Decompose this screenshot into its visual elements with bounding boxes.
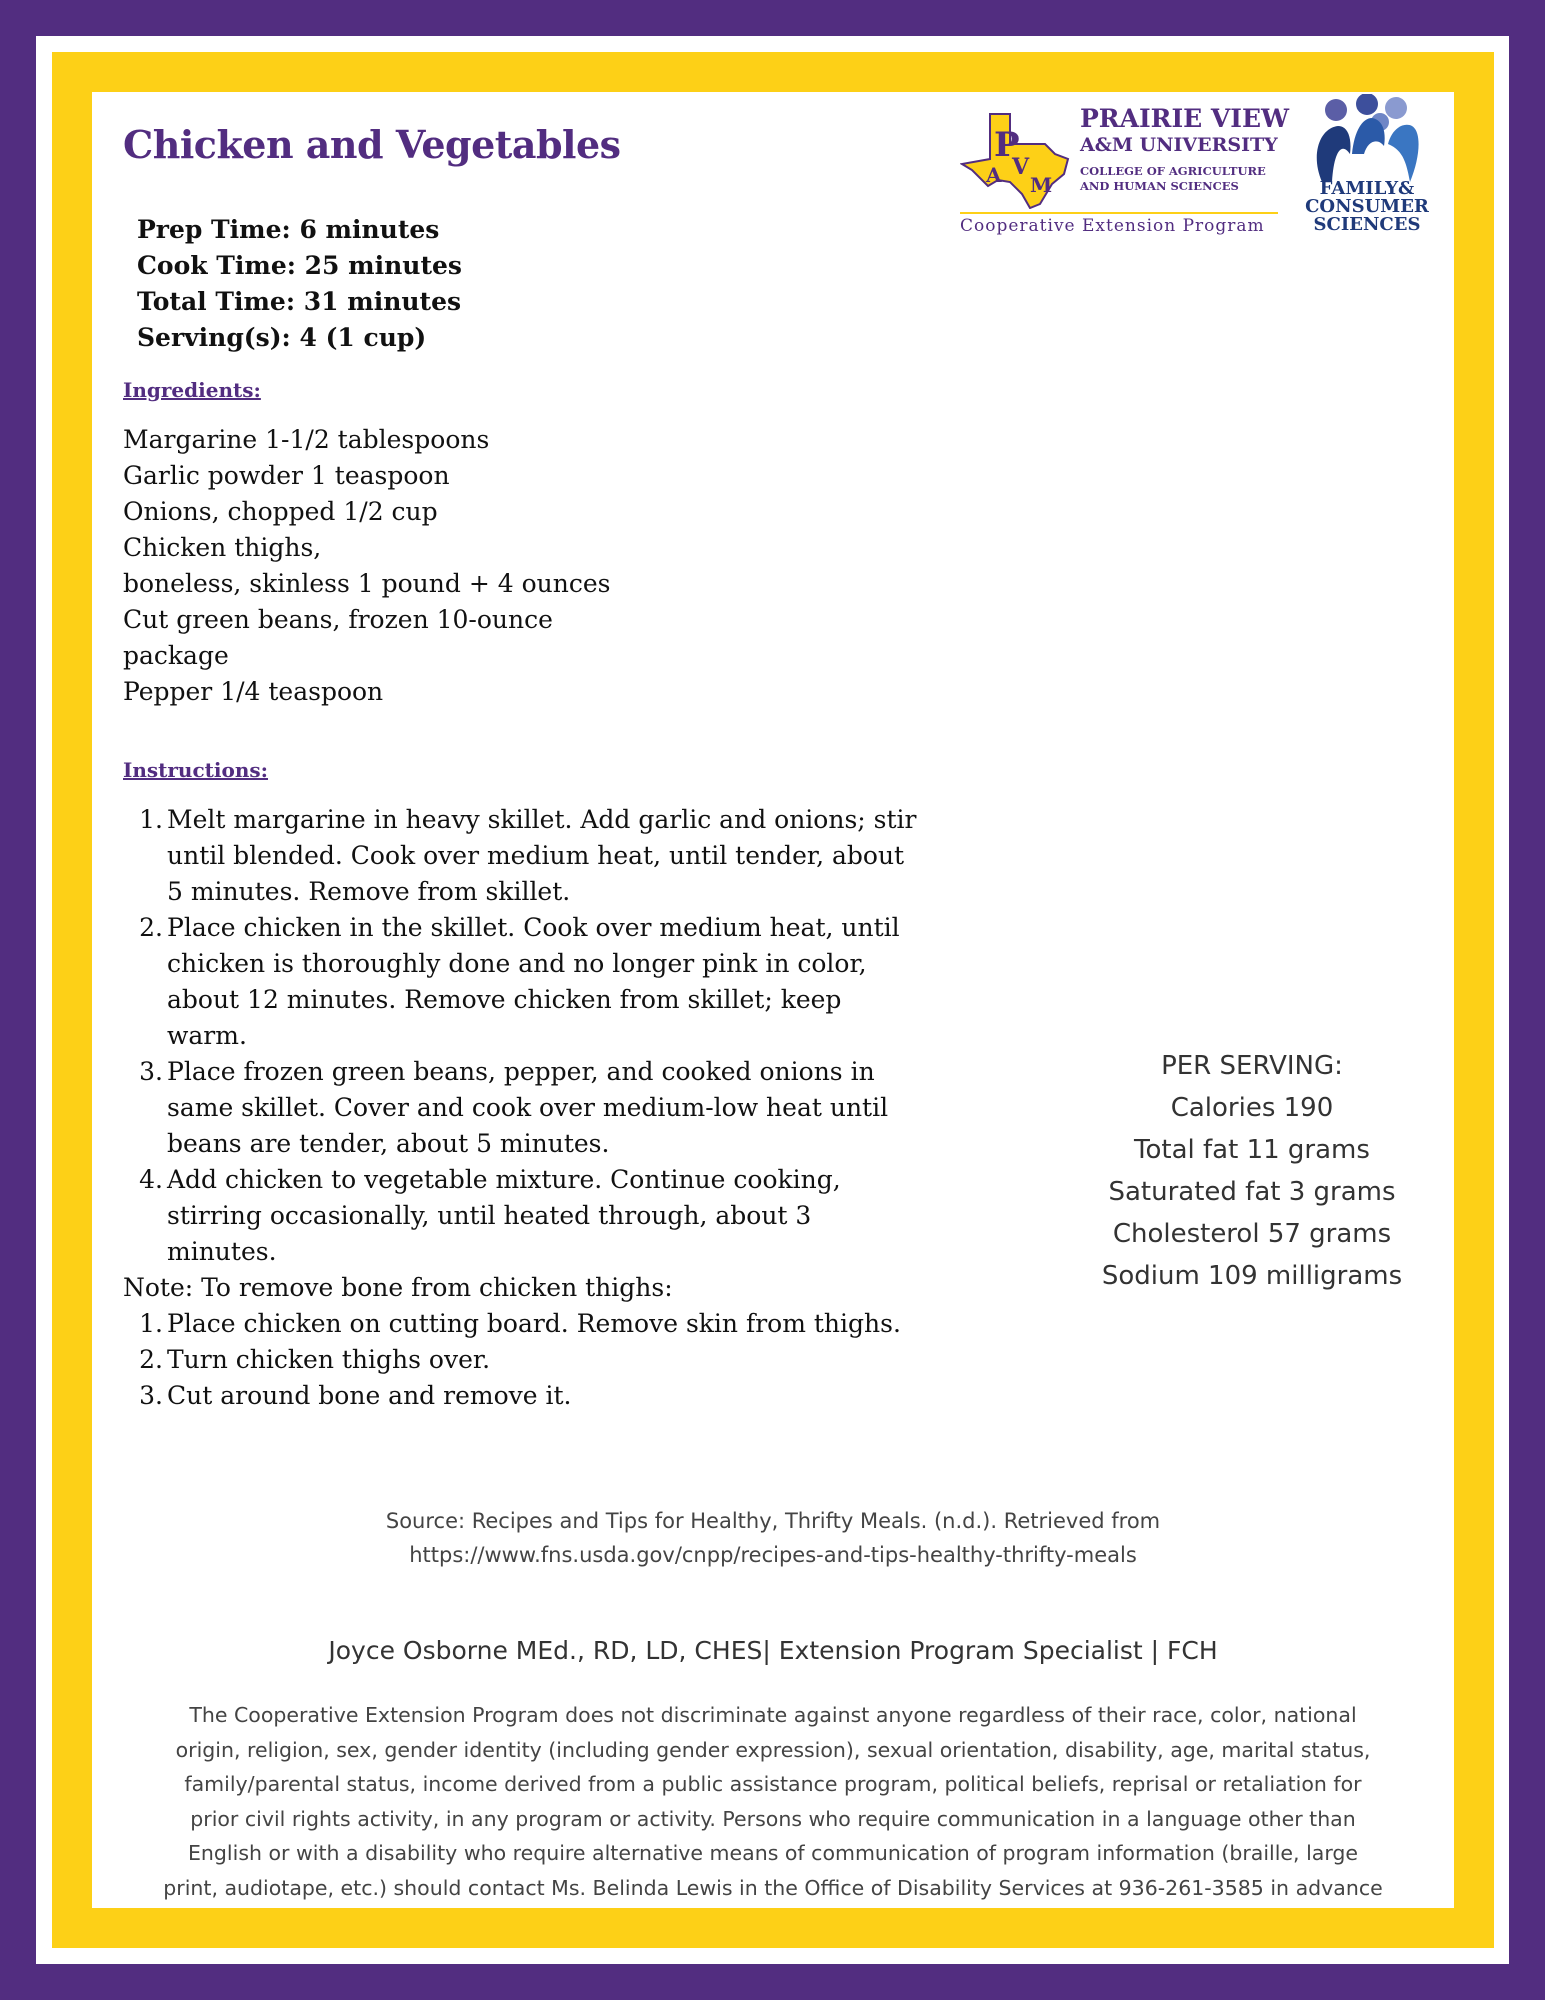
fcs-line: CONSUMER — [1305, 196, 1429, 217]
step-number: 1. — [139, 805, 163, 834]
ingredient-item: Garlic powder 1 teaspoon — [123, 461, 450, 490]
nutrition-line: Calories 190 — [1170, 1093, 1334, 1123]
svg-text:A: A — [986, 163, 1002, 187]
prep-time: Prep Time: 6 minutes — [137, 215, 440, 244]
pvamu-name: PRAIRIE VIEW — [1080, 104, 1290, 133]
coop-extension-label: Cooperative Extension Program — [960, 216, 1265, 236]
nutrition-line: Saturated fat 3 grams — [1108, 1177, 1396, 1207]
disclaimer-line: The Cooperative Extension Program does not discriminate against anyone regardless of their race, color, national — [189, 1703, 1357, 1727]
step-text: Cut around bone and remove it. — [167, 1381, 572, 1410]
note-step — [123, 1306, 923, 1342]
ingredient-item: Margarine 1-1/2 tablespoons — [123, 425, 490, 454]
nutrition-line: Sodium 109 milligrams — [1101, 1261, 1403, 1291]
ingredients-heading: Ingredients: — [123, 378, 261, 402]
author-credit: Joyce Osborne MEd., RD, LD, CHES| Extension Program Specialist | FCH — [328, 1636, 1218, 1665]
step-text: Turn chicken thighs over. — [167, 1345, 491, 1374]
note-step — [123, 1378, 923, 1414]
fcs-line: FAMILY& — [1319, 178, 1415, 199]
step-number: 2. — [139, 913, 163, 942]
source-citation — [92, 1504, 1454, 1572]
cook-time: Cook Time: 25 minutes — [137, 251, 462, 280]
nondiscrimination-statement — [102, 1698, 1444, 1905]
step-text: Place chicken on cutting board. Remove skin from thighs. — [167, 1309, 901, 1338]
fcs-wordmark — [1292, 180, 1442, 234]
step-text: Place frozen green beans, pepper, and cooked onions in same skillet. Cover and cook over medium-low heat until beans are tender, about 5 minutes. — [167, 1057, 889, 1158]
step-text: Melt margarine in heavy skillet. Add garlic and onions; stir until blended. Cook over medium heat, until tender, about 5 minutes. Remove from skillet. — [167, 805, 917, 906]
disclaimer-line: English or with a disability who require alternative means of communication of program information (braille, large — [187, 1841, 1359, 1865]
ingredient-item: Chicken thighs, — [123, 533, 322, 562]
step-number: 1. — [139, 1309, 163, 1338]
total-time: Total Time: 31 minutes — [137, 287, 462, 316]
note-step — [123, 1342, 923, 1378]
pvamu-college: COLLEGE OF AGRICULTURE AND HUMAN SCIENCES — [1080, 164, 1266, 193]
instruction-step — [123, 1054, 923, 1162]
ingredient-item: Onions, chopped 1/2 cup — [123, 497, 438, 526]
svg-text:P: P — [994, 125, 1020, 165]
instructions-heading: Instructions: — [123, 758, 269, 782]
instruction-step — [123, 910, 923, 1054]
disclaimer-line: prior civil rights activity, in any program or activity. Persons who require communication in a language other than — [190, 1806, 1356, 1831]
recipe-card — [92, 92, 1454, 1908]
ingredients-list — [123, 422, 643, 710]
ingredient-item: Cut green beans, frozen 10-ounce — [123, 605, 553, 634]
svg-text:M: M — [1030, 173, 1053, 197]
step-text: Place chicken in the skillet. Cook over medium heat, until chicken is thoroughly done and no longer pink in color, about 12 minutes. Remove chicken from skillet; keep warm. — [167, 913, 900, 1050]
disclaimer-line: origin, religion, sex, gender identity (including gender expression), sexual orientation, disability, age, marital status, — [175, 1737, 1371, 1762]
ingredient-item: package — [123, 641, 229, 670]
source-url: https://www.fns.usda.gov/cnpp/recipes-and-tips-healthy-thrifty-meals — [409, 1543, 1137, 1567]
svg-text:V: V — [1012, 154, 1030, 180]
disclaimer-line: print, audiotape, etc.) should contact Ms. Belinda Lewis in the Office of Disability Services at 936-261-3585 in advance — [163, 1875, 1383, 1900]
recipe-title: Chicken and Vegetables — [123, 122, 621, 167]
source-line: Source: Recipes and Tips for Healthy, Thrifty Meals. (n.d.). Retrieved from — [385, 1509, 1161, 1533]
note-heading: Note: To remove bone from chicken thighs: — [123, 1273, 673, 1302]
fcs-logo — [1292, 94, 1442, 259]
texas-pvam-icon — [960, 104, 1072, 209]
ingredient-item: boneless, skinless 1 pound + 4 ounces — [123, 569, 611, 598]
instruction-step — [123, 802, 923, 910]
family-figures-icon — [1292, 94, 1442, 184]
fcs-line: SCIENCES — [1313, 214, 1421, 235]
step-number: 3. — [139, 1381, 163, 1410]
step-text: Add chicken to vegetable mixture. Continue cooking, stirring occasionally, until heated through, about 3 minutes. — [167, 1165, 841, 1266]
recipe-times — [137, 212, 462, 356]
step-number: 3. — [139, 1057, 163, 1086]
step-number: 2. — [139, 1345, 163, 1374]
nutrition-line: Cholesterol 57 grams — [1112, 1219, 1392, 1249]
nutrition-heading: PER SERVING: — [1161, 1051, 1343, 1081]
pvamu-subname: A&M UNIVERSITY — [1080, 134, 1278, 156]
logo-divider — [960, 212, 1278, 214]
ingredient-item: Pepper 1/4 teaspoon — [123, 677, 384, 706]
nutrition-panel — [992, 1045, 1512, 1297]
instructions-list — [123, 802, 923, 1414]
servings: Serving(s): 4 (1 cup) — [137, 323, 427, 352]
step-number: 4. — [139, 1165, 163, 1194]
instruction-step — [123, 1162, 923, 1270]
nutrition-line: Total fat 11 grams — [1134, 1135, 1370, 1165]
disclaimer-line: family/parental status, income derived from a public assistance program, political beliefs, reprisal or retaliation for — [184, 1772, 1362, 1796]
